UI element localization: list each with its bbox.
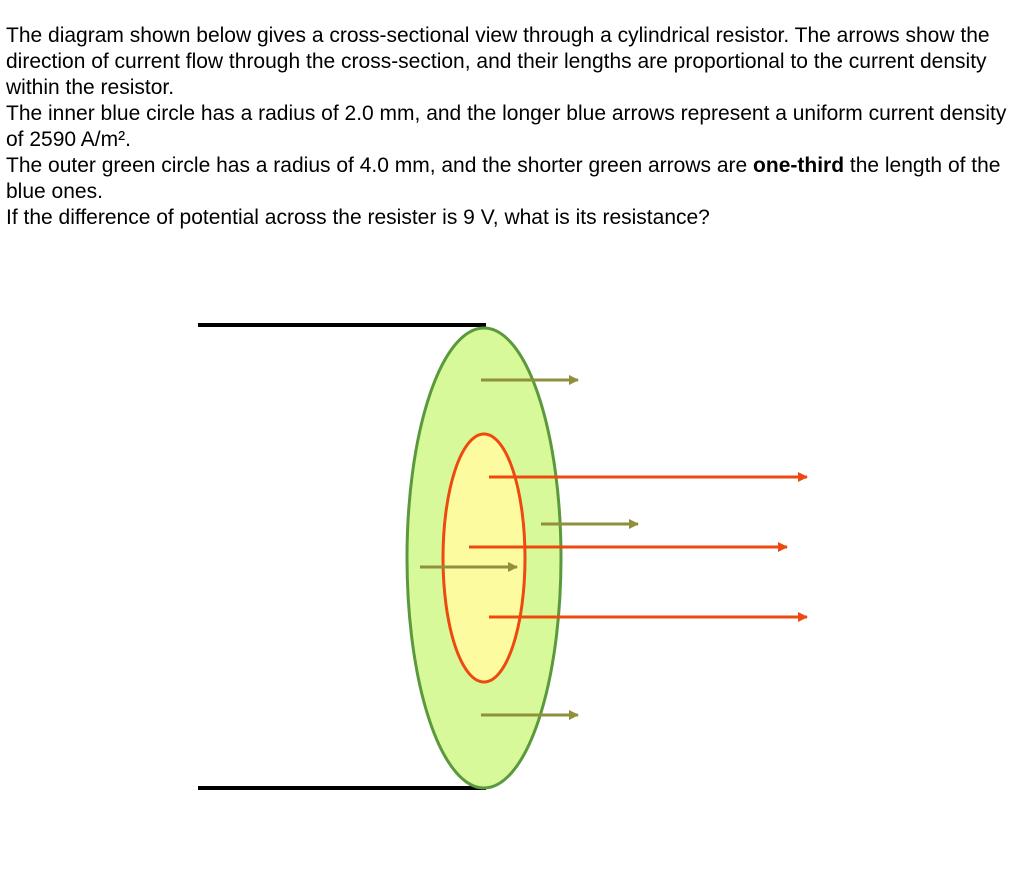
problem-question: If the difference of potential across the resister is 9 V, what is its resistance? [6,206,710,229]
problem-paragraph-inner-circle: The inner blue circle has a radius of 2.0 mm, and the longer blue arrows represent a uniform current density of 2590 A/m². [6,102,1007,151]
inner-circle [443,434,525,682]
one-third-emphasis: one-third [753,154,845,177]
problem-paragraph-intro: The diagram shown below gives a cross-sectional view through a cylindrical resistor. The arrows show the direction of current flow through the cross-section, and their lengths are proportional to the current density within the resistor. [6,24,990,99]
outer-circle-text-end: the length of the blue ones. [6,154,1001,203]
outer-circle-text-start: The outer green circle has a radius of 4.0 mm, and the shorter green arrows are [6,154,754,177]
